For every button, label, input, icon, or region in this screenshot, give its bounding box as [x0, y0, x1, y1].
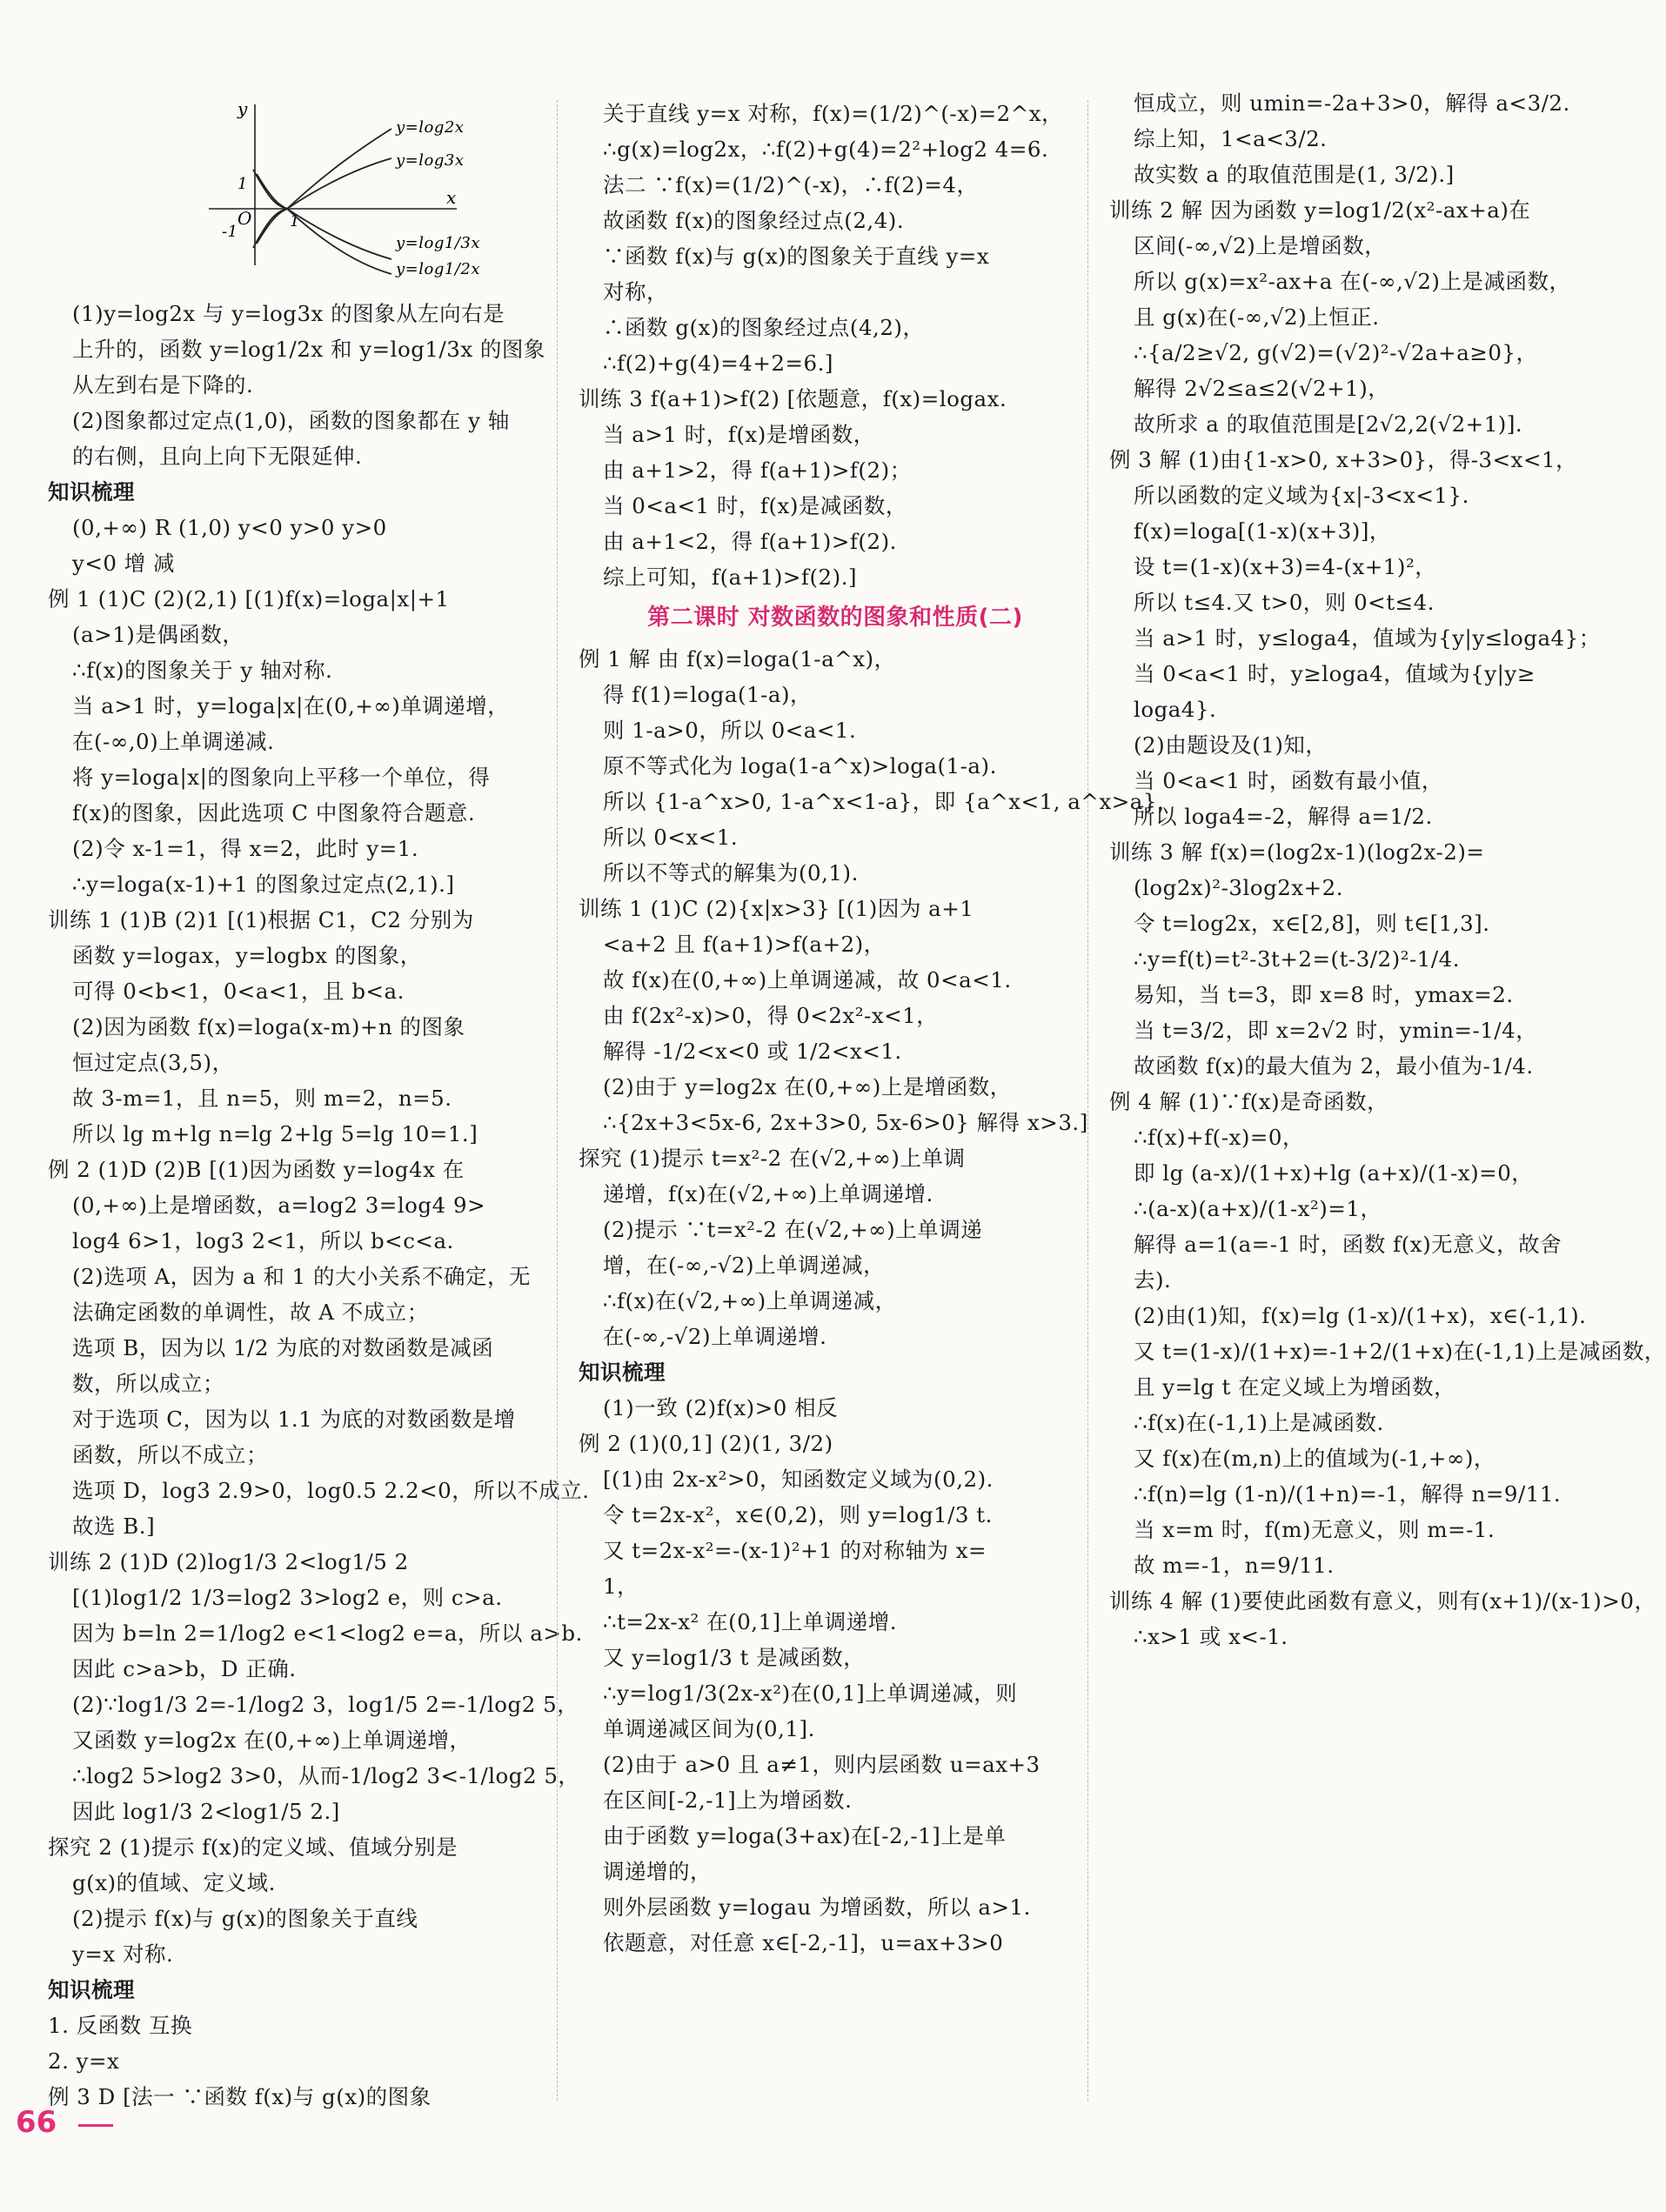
text-line: 在区间[-2,-1]上为增函数.	[603, 1788, 853, 1813]
text-line: [(1)由 2x-x²>0，知函数定义域为(0,2).	[603, 1467, 994, 1492]
text-line: ∴y=log1/3(2x-x²)在(0,1]上单调递减，则	[603, 1681, 1018, 1706]
text-line: 恒过定点(3,5)，	[72, 1050, 234, 1075]
example-line: 例 2 (1)(0,1] (2)(1, 3/2)	[579, 1431, 833, 1456]
text-line: 又 y=log1/3 t 是减函数，	[603, 1645, 866, 1670]
text-line: ∴f(x)的图象关于 y 轴对称.	[72, 658, 333, 683]
x-axis-label: x	[446, 187, 457, 208]
log-graph-figure	[48, 96, 500, 278]
text-line: (2)图象都过定点(1,0)，函数的图象都在 y 轴	[72, 408, 510, 433]
text-line: y<0 增 减	[72, 551, 176, 576]
text-line: 所以不等式的解集为(0,1).	[603, 860, 859, 885]
text-line: 所以 loga4=-2，解得 a=1/2.	[1134, 804, 1433, 829]
text-line: 关于直线 y=x 对称，f(x)=(1/2)^(-x)=2^x，	[603, 101, 1064, 126]
text-line: 则外层函数 y=logau 为增函数，所以 a>1.	[603, 1895, 1031, 1920]
example-line: 例 4 解 (1)∵f(x)是奇函数，	[1109, 1089, 1389, 1114]
column-left	[48, 96, 590, 2109]
text-line: 所以 lg m+lg n=lg 2+lg 5=lg 10=1.]	[72, 1121, 478, 1146]
text-line: 设 t=(1-x)(x+3)=4-(x+1)²，	[1134, 554, 1437, 579]
text-line: 函数 y=logax，y=logbx 的图象，	[72, 943, 422, 968]
text-line: f(x)的图象，因此选项 C 中图象符合题意.	[72, 800, 476, 825]
text-line: 递增，f(x)在(√2,+∞)上单调递增.	[603, 1181, 933, 1206]
text-line: 选项 D，log3 2.9>0，log0.5 2.2<0，所以不成立.	[72, 1478, 590, 1503]
text-line: ∴f(x)在(√2,+∞)上单调递减，	[603, 1288, 897, 1313]
tick-one-x: 1	[290, 212, 300, 231]
explore-line: 探究 2 (1)提示 f(x)的定义域、值域分别是	[48, 1834, 458, 1860]
text-line: ∴y=loga(x-1)+1 的图象过定点(2,1).]	[72, 872, 455, 897]
text-line: 上升的，函数 y=log1/2x 和 y=log1/3x 的图象	[72, 337, 545, 362]
text-line: 得 f(1)=loga(1-a)，	[603, 682, 813, 707]
text-line: (2)提示 ∵t=x²-2 在(√2,+∞)上单调递	[603, 1217, 983, 1242]
text-line: (0,+∞) R (1,0) y<0 y>0 y>0	[72, 515, 387, 540]
text-line: 在(-∞,-√2)上单调递增.	[603, 1324, 827, 1349]
text-line: 当 x=m 时，f(m)无意义，则 m=-1.	[1134, 1517, 1495, 1542]
text-line: 又 t=(1-x)/(1+x)=-1+2/(1+x)在(-1,1)上是减函数，	[1134, 1339, 1666, 1364]
text-line: (2)选项 A，因为 a 和 1 的大小关系不确定，无	[72, 1264, 532, 1289]
text-line: 故选 B.]	[72, 1514, 156, 1539]
text-line: 可得 0<b<1，0<a<1，且 b<a.	[72, 979, 405, 1004]
example-line: 例 3 D [法一 ∵函数 f(x)与 g(x)的图象	[48, 2084, 432, 2109]
text-line: 增，在(-∞,-√2)上单调递减，	[603, 1253, 886, 1278]
text-line: 由 f(2x²-x)>0，得 0<2x²-x<1，	[603, 1003, 939, 1028]
text-line: 去).	[1134, 1267, 1172, 1293]
tick-one-y: 1	[238, 175, 248, 193]
text-line: 选项 B，因为以 1/2 为底的对数函数是减函	[72, 1335, 494, 1360]
text-line: 且 y=lg t 在定义域上为增函数，	[1134, 1374, 1456, 1400]
text-line: ∴t=2x-x² 在(0,1]上单调递增.	[603, 1609, 898, 1634]
text-line: 调递增的，	[603, 1859, 712, 1884]
text-line: 法二 ∵f(x)=(1/2)^(-x)，∴f(2)=4，	[603, 172, 979, 197]
text-line: 故实数 a 的取值范围是(1, 3/2).]	[1134, 162, 1455, 187]
text-line: (1)一致 (2)f(x)>0 相反	[603, 1395, 839, 1420]
curve-label-log12: y=log1/2x	[396, 260, 480, 278]
text-line: 法确定函数的单调性，故 A 不成立；	[72, 1300, 429, 1325]
text-line: 解得 a=1(a=-1 时，函数 f(x)无意义，故舍	[1134, 1232, 1562, 1257]
example-line: 例 3 解 (1)由{1-x>0, x+3>0}，得-3<x<1，	[1109, 447, 1578, 472]
text-line: 综上可知，f(a+1)>f(2).]	[603, 565, 858, 590]
section-heading: 知识梳理	[48, 1977, 135, 2002]
text-line: 故函数 f(x)的最大值为 2，最小值为-1/4.	[1134, 1053, 1534, 1079]
explore-line: 探究 (1)提示 t=x²-2 在(√2,+∞)上单调	[579, 1146, 966, 1171]
text-line: 解得 -1/2<x<0 或 1/2<x<1.	[603, 1039, 902, 1064]
text-line: 在(-∞,0)上单调递减.	[72, 729, 275, 754]
text-line: ∴g(x)=log2x，∴f(2)+g(4)=2²+log2 4=6.	[603, 137, 1049, 162]
curve-label-log13: y=log1/3x	[396, 234, 480, 252]
example-line: 例 1 (1)C (2)(2,1) [(1)f(x)=loga|x|+1	[48, 586, 450, 611]
exercise-line: 训练 4 解 (1)要使此函数有意义，则有(x+1)/(x-1)>0，	[1109, 1588, 1656, 1614]
text-line: (2)令 x-1=1，得 x=2，此时 y=1.	[72, 836, 419, 861]
text-line: 故 f(x)在(0,+∞)上单调递减，故 0<a<1.	[603, 967, 1012, 992]
text-line: 则 1-a>0，所以 0<a<1.	[603, 718, 857, 743]
text-line: 从左到右是下降的.	[72, 372, 254, 398]
text-line: 1. 反函数 互换	[48, 2013, 192, 2038]
text-line: 单调递减区间为(0,1].	[603, 1716, 815, 1741]
text-line: ∵函数 f(x)与 g(x)的图象关于直线 y=x	[603, 244, 990, 269]
text-line: 依题意，对任意 x∈[-2,-1]，u=ax+3>0	[603, 1930, 1004, 1955]
section-heading: 知识梳理	[579, 1360, 666, 1385]
text-line: (2)由于 y=log2x 在(0,+∞)上是增函数，	[603, 1074, 1012, 1099]
text-line: 区间(-∞,√2)上是增函数，	[1134, 233, 1387, 258]
text-line: ∴f(x)+f(-x)=0，	[1134, 1125, 1305, 1150]
text-line: ∴{2x+3<5x-6, 2x+3>0, 5x-6>0} 解得 x>3.]	[603, 1110, 1088, 1135]
text-line: 的右侧，且向上向下无限延伸.	[72, 444, 363, 469]
example-line: 例 1 解 由 f(x)=loga(1-a^x)，	[579, 646, 896, 672]
text-line: 对于选项 C，因为以 1.1 为底的对数函数是增	[72, 1407, 516, 1432]
column-divider	[1087, 100, 1088, 2101]
text-line: 由 a+1<2，得 f(a+1)>f(2).	[603, 529, 897, 554]
text-line: 数，所以成立；	[72, 1371, 224, 1396]
origin-label: O	[238, 208, 252, 229]
text-line: ∴{a/2≥√2, g(√2)=(√2)²-√2a+a≥0}，	[1134, 340, 1538, 365]
text-line: 所以 g(x)=x²-ax+a 在(-∞,√2)上是减函数，	[1134, 269, 1571, 294]
text-line: 所以 0<x<1.	[603, 825, 739, 850]
text-line: (a>1)是偶函数，	[72, 622, 244, 647]
text-line: 当 t=3/2，即 x=2√2 时，ymin=-1/4，	[1134, 1018, 1538, 1043]
text-line: 故函数 f(x)的图象经过点(2,4).	[603, 208, 905, 233]
text-line: g(x)的值域、定义域.	[72, 1870, 276, 1895]
exercise-line: 训练 2 (1)D (2)log1/3 2<log1/5 2	[48, 1549, 409, 1574]
text-line: 所以 {1-a^x>0, 1-a^x<1-a}，即 {a^x<1, a^x>a}，	[603, 789, 1179, 814]
text-line: y=x 对称.	[72, 1941, 174, 1967]
exercise-line: 训练 1 (1)C (2){x|x>3} [(1)因为 a+1	[579, 896, 974, 921]
text-line: 当 a>1 时，y≤loga4，值域为{y|y≤loga4}；	[1134, 625, 1601, 651]
text-line: (2)由(1)知，f(x)=lg (1-x)/(1+x)，x∈(-1,1).	[1134, 1303, 1587, 1328]
text-line: ∴y=f(t)=t²-3t+2=(t-3/2)²-1/4.	[1134, 946, 1461, 972]
text-line: 故 m=-1，n=9/11.	[1134, 1553, 1335, 1578]
text-line: 对称，	[603, 279, 668, 304]
text-line: 令 t=log2x，x∈[2,8]，则 t∈[1,3].	[1134, 911, 1490, 936]
exercise-line: 训练 2 解 因为函数 y=log1/2(x²-ax+a)在	[1109, 197, 1531, 223]
text-line: 即 lg (a-x)/(1+x)+lg (a+x)/(1-x)=0，	[1134, 1160, 1534, 1186]
text-line: log4 6>1，log3 2<1，所以 b<c<a.	[72, 1228, 454, 1253]
text-line: 因此 log1/3 2<log1/5 2.]	[72, 1799, 340, 1824]
text-line: <a+2 且 f(a+1)>f(a+2)，	[603, 932, 886, 957]
text-line: (0,+∞)上是增函数，a=log2 3=log4 9>	[72, 1193, 486, 1218]
text-line: 又函数 y=log2x 在(0,+∞)上单调递增，	[72, 1727, 472, 1753]
text-line: 易知，当 t=3，即 x=8 时，ymax=2.	[1134, 982, 1514, 1007]
text-line: (1)y=log2x 与 y=log3x 的图象从左向右是	[72, 301, 505, 326]
text-line: (log2x)²-3log2x+2.	[1134, 875, 1344, 900]
page-number-rule	[78, 2124, 113, 2127]
text-line: 由 a+1>2，得 f(a+1)>f(2)；	[603, 458, 912, 483]
lesson-heading: 第二课时 对数函数的图象和性质(二)	[647, 605, 1023, 631]
text-line: 1，	[603, 1574, 639, 1599]
exercise-line: 训练 3 f(a+1)>f(2) [依题意，f(x)=logax.	[579, 386, 1007, 411]
column-divider	[557, 100, 558, 2101]
curve-label-log2: y=log2x	[396, 118, 465, 137]
text-line: 故所求 a 的取值范围是[2√2,2(√2+1)].	[1134, 411, 1523, 437]
text-line: f(x)=loga[(1-x)(x+3)]，	[1134, 518, 1391, 544]
example-line: 例 2 (1)D (2)B [(1)因为函数 y=log4x 在	[48, 1157, 465, 1182]
curve-label-log3: y=log3x	[396, 151, 465, 170]
text-line: ∴x>1 或 x<-1.	[1134, 1624, 1288, 1649]
text-line: (2)由于 a>0 且 a≠1，则内层函数 u=ax+3	[603, 1752, 1040, 1777]
curve-log12	[253, 170, 391, 274]
text-line: 当 a>1 时，y=loga|x|在(0,+∞)单调递增，	[72, 693, 510, 718]
text-line: 由于函数 y=loga(3+ax)在[-2,-1]上是单	[603, 1823, 1007, 1848]
text-line: ∴函数 g(x)的图象经过点(4,2)，	[603, 315, 925, 340]
text-line: (2)因为函数 f(x)=loga(x-m)+n 的图象	[72, 1014, 465, 1039]
text-line: 且 g(x)在(-∞,√2)上恒正.	[1134, 304, 1380, 330]
text-line: ∴log2 5>log2 3>0，从而-1/log2 3<-1/log2 5，	[72, 1763, 580, 1788]
exercise-line: 训练 3 解 f(x)=(log2x-1)(log2x-2)=	[1109, 839, 1485, 865]
text-line: 因为 b=ln 2=1/log2 e<1<log2 e=a，所以 a>b.	[72, 1621, 583, 1646]
page-number: 66	[16, 2105, 57, 2140]
exercise-line: 训练 1 (1)B (2)1 [(1)根据 C1，C2 分别为	[48, 907, 474, 932]
text-line: 当 a>1 时，f(x)是增函数，	[603, 422, 875, 447]
text-line: 令 t=2x-x²，x∈(0,2)，则 y=log1/3 t.	[603, 1502, 993, 1527]
text-line: ∴f(2)+g(4)=4+2=6.]	[603, 351, 833, 376]
text-line: 函数，所以不成立；	[72, 1442, 268, 1467]
text-line: (2)∵log1/3 2=-1/log2 3，log1/5 2=-1/log2 5，	[72, 1692, 579, 1717]
text-line: 因此 c>a>b，D 正确.	[72, 1656, 297, 1681]
text-line: 恒成立，则 umin=-2a+3>0，解得 a<3/2.	[1134, 90, 1570, 116]
text-line: ∴(a-x)(a+x)/(1-x²)=1，	[1134, 1196, 1382, 1221]
section-heading: 知识梳理	[48, 479, 135, 505]
text-line: 解得 2√2≤a≤2(√2+1)，	[1134, 376, 1390, 401]
text-line: 将 y=loga|x|的图象向上平移一个单位，得	[72, 765, 491, 790]
tick-neg-one: -1	[222, 223, 238, 241]
text-line: 当 0<a<1 时，f(x)是减函数，	[603, 493, 907, 518]
text-line: 当 0<a<1 时，y≥loga4，值域为{y|y≥	[1134, 661, 1536, 686]
text-line: 所以 t≤4.又 t>0，则 0<t≤4.	[1134, 590, 1435, 615]
text-line: (2)提示 f(x)与 g(x)的图象关于直线	[72, 1906, 418, 1931]
text-line: 2. y=x	[48, 2048, 120, 2074]
text-line: 所以函数的定义域为{x|-3<x<1}.	[1134, 483, 1469, 508]
text-line: 当 0<a<1 时，函数有最小值，	[1134, 768, 1443, 793]
y-axis-label: y	[238, 98, 248, 119]
text-line: loga4}.	[1134, 697, 1217, 722]
text-line: 故 3-m=1，且 n=5，则 m=2，n=5.	[72, 1086, 452, 1111]
text-line: ∴f(n)=lg (1-n)/(1+n)=-1，解得 n=9/11.	[1134, 1481, 1562, 1507]
text-line: [(1)log1/2 1/3=log2 3>log2 e，则 c>a.	[72, 1585, 503, 1610]
column-right	[1109, 85, 1666, 2095]
text-line: (2)由题设及(1)知，	[1134, 732, 1328, 758]
text-line: 又 f(x)在(m,n)上的值域为(-1,+∞)，	[1134, 1446, 1495, 1471]
text-line: 又 t=2x-x²=-(x-1)²+1 的对称轴为 x=	[603, 1538, 987, 1563]
text-line: 原不等式化为 loga(1-a^x)>loga(1-a).	[603, 753, 997, 779]
text-line: 综上知，1<a<3/2.	[1134, 126, 1328, 151]
text-line: ∴f(x)在(-1,1)上是减函数.	[1134, 1410, 1384, 1435]
